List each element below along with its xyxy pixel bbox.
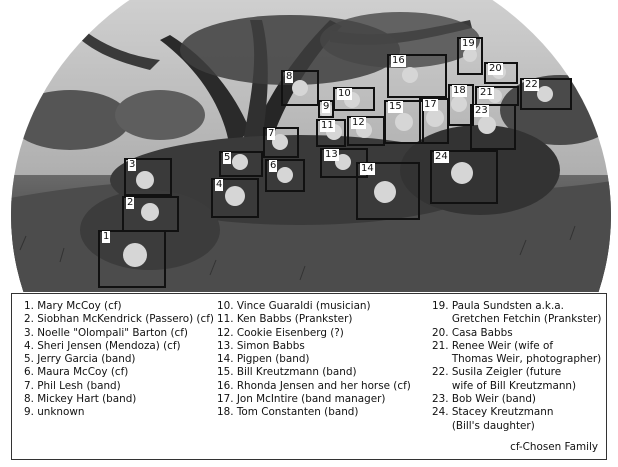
marker-number: 20 <box>489 63 502 74</box>
legend-entry: 6. Maura McCoy (cf) <box>24 366 129 379</box>
marker-number: 16 <box>392 55 405 66</box>
marker-11[interactable] <box>316 119 346 147</box>
marker-21[interactable] <box>475 86 519 106</box>
marker-number: 23 <box>475 105 488 116</box>
legend-entry: 11. Ken Babbs (Prankster) <box>217 313 353 326</box>
marker-10[interactable] <box>333 87 375 111</box>
legend-entry: 10. Vince Guaraldi (musician) <box>217 300 371 312</box>
legend-column-1 <box>24 300 214 420</box>
legend-entry: 5. Jerry Garcia (band) <box>24 353 136 366</box>
marker-15[interactable] <box>384 100 424 144</box>
marker-number: 22 <box>525 79 538 90</box>
marker-number: 24 <box>435 151 448 162</box>
legend-entry: 19. Paula Sundsten a.k.a. <box>432 300 564 312</box>
marker-1[interactable] <box>98 230 166 288</box>
marker-5[interactable] <box>219 151 263 177</box>
legend-entry: 21. Renee Weir (wife of <box>432 339 553 352</box>
legend-entry: 12. Cookie Eisenberg (?) <box>217 326 344 339</box>
marker-2[interactable] <box>122 196 179 232</box>
legend-entry: 16. Rhonda Jensen and her horse (cf) <box>217 379 411 392</box>
marker-22[interactable] <box>520 78 572 110</box>
legend-entry: 13. Simon Babbs <box>217 339 305 352</box>
marker-19[interactable] <box>457 37 483 75</box>
legend-entry: 23. Bob Weir (band) <box>432 393 536 406</box>
legend-entry: 14. Pigpen (band) <box>217 353 310 366</box>
marker-8[interactable] <box>281 70 319 106</box>
marker-24[interactable] <box>430 150 498 204</box>
legend-entry: 18. Tom Constanten (band) <box>217 406 359 419</box>
marker-number: 18 <box>453 85 466 96</box>
marker-number: 15 <box>389 101 402 112</box>
marker-9[interactable] <box>318 100 334 118</box>
marker-23[interactable] <box>470 104 516 150</box>
legend-footnote: cf-Chosen Family <box>510 441 598 453</box>
marker-20[interactable] <box>484 62 518 84</box>
legend-entry: 8. Mickey Hart (band) <box>24 393 137 406</box>
legend-entry: 22. Susila Zeigler (future <box>432 366 562 379</box>
marker-number: 13 <box>325 149 338 160</box>
legend-entry: 24. Stacey Kreutzmann <box>432 406 554 419</box>
marker-number: 4 <box>216 179 223 190</box>
marker-number: 9 <box>323 101 330 112</box>
marker-14[interactable] <box>356 162 420 220</box>
legend-entry: 9. unknown <box>24 406 85 419</box>
legend-entry: 3. Noelle "Olompali" Barton (cf) <box>24 326 188 339</box>
marker-12[interactable] <box>347 116 385 146</box>
legend-entry: wife of Bill Kreutzmann) <box>432 379 577 392</box>
legend-entry: 20. Casa Babbs <box>432 326 513 339</box>
legend-entry: 17. Jon McIntire (band manager) <box>217 393 386 406</box>
marker-17[interactable] <box>419 98 449 144</box>
marker-3[interactable] <box>124 158 172 196</box>
marker-number: 21 <box>480 87 493 98</box>
marker-number: 6 <box>270 160 277 171</box>
legend-entry: 1. Mary McCoy (cf) <box>24 300 122 312</box>
marker-number: 17 <box>424 99 437 110</box>
legend-entry: Thomas Weir, photographer) <box>432 353 602 366</box>
legend-entry: 15. Bill Kreutzmann (band) <box>217 366 357 379</box>
legend-entry: 7. Phil Lesh (band) <box>24 379 121 392</box>
marker-number: 3 <box>129 159 136 170</box>
legend-entry: (Bill's daughter) <box>432 419 535 432</box>
legend-entry: 2. Siobhan McKendrick (Passero) (cf) <box>24 313 214 326</box>
marker-number: 2 <box>127 197 134 208</box>
marker-number: 12 <box>352 117 365 128</box>
marker-number: 19 <box>462 38 475 49</box>
legend-box <box>11 293 607 460</box>
marker-number: 1 <box>103 231 110 242</box>
marker-4[interactable] <box>211 178 259 218</box>
legend-entry: 4. Sheri Jensen (Mendoza) (cf) <box>24 339 181 352</box>
marker-number: 7 <box>268 128 275 139</box>
marker-16[interactable] <box>387 54 447 98</box>
marker-number: 5 <box>224 152 231 163</box>
legend-column-3 <box>432 300 602 433</box>
marker-number: 10 <box>338 88 351 99</box>
legend-entry: Gretchen Fetchin (Prankster) <box>432 313 602 326</box>
legend-column-2 <box>217 300 411 420</box>
marker-number: 14 <box>361 163 374 174</box>
marker-6[interactable] <box>265 159 305 192</box>
marker-number: 8 <box>286 71 293 82</box>
marker-7[interactable] <box>263 127 299 158</box>
marker-number: 11 <box>321 120 334 131</box>
